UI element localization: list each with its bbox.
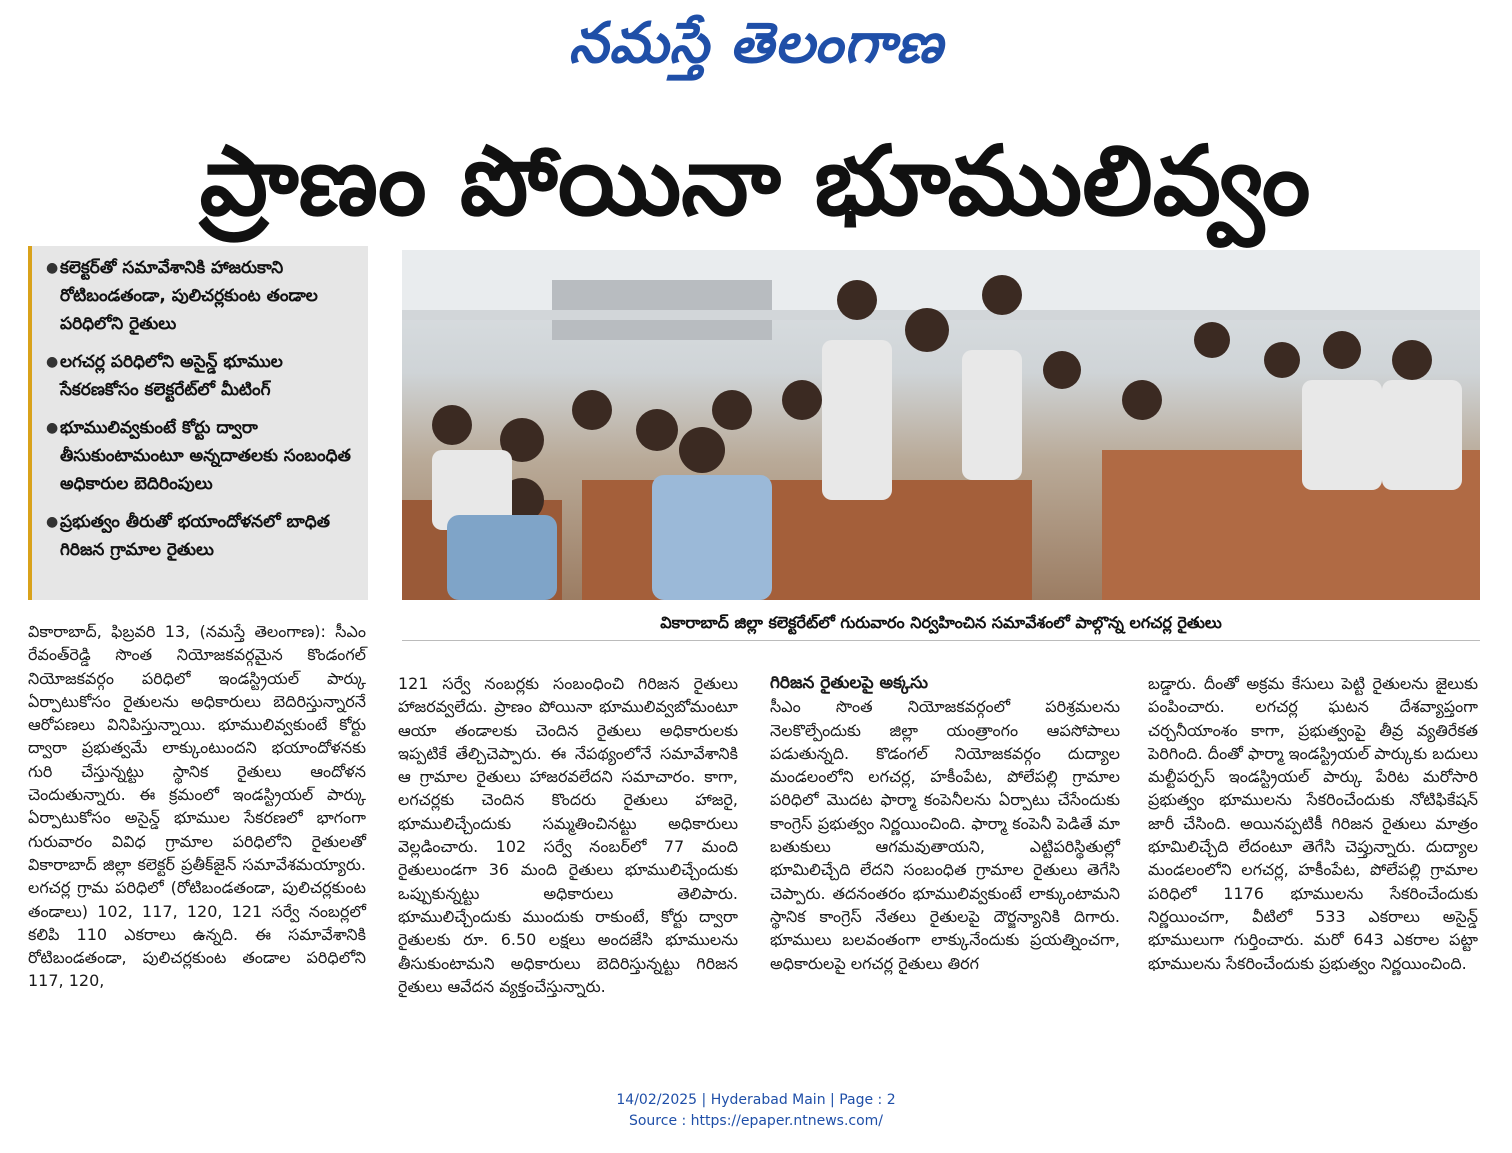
article-column-4 bbox=[1148, 672, 1478, 975]
highlight-text: కలెక్టర్‌తో సమావేశానికి హాజరుకాని రోటిబండతండా, పులిచర్లకుంట తండాల పరిధిలోని రైతులు bbox=[60, 258, 318, 334]
page-footer bbox=[0, 1090, 1512, 1132]
highlight-item bbox=[46, 254, 358, 338]
bullet-icon: ● bbox=[46, 260, 59, 276]
article-text: బడ్డారు. దీంతో అక్రమ కేసులు పెట్టి రైతులను జైలుకు పంపించారు. లగచర్ల ఘటన దేశవ్యాప్తంగా చర్చనీయాంశం కాగా, ప్రభుత్వంపై తీవ్ర వ్యతిరేకత పెరిగింది. దీంతో ఫార్మా ఇండస్ట్రియల్ పార్కుకు బదులు మల్టీపర్పస్ ఇండస్ట్రియల్ పార్కు పేరిట మరోసారి ప్రభుత్వం భూములను సేకరించేందుకు నోటిఫికేషన్ జారీ చేసింది. అయినప్పటికీ గిరిజన రైతులు మాత్రం భూమిలిచ్చేది లేదంటూ తెగేసి చెప్తున్నారు. దుద్యాల మండలంలోని లగచర్ల, హకీంపేట, పోలేపల్లి గ్రామాల పరిధిలో 1176 భూములను సేకరించేందుకు నిర్ణయించగా, వీటిలో 533 ఎకరాలు అసైన్డ్ భూములుగా గుర్తించారు. మరో 643 ఎకరాల పట్టా భూములను సేకరించేందుకు ప్రభుత్వం నిర్ణయించింది. bbox=[1148, 674, 1478, 973]
bullet-icon: ● bbox=[46, 514, 59, 530]
edition-info: 14/02/2025 | Hyderabad Main | Page : 2 bbox=[616, 1092, 896, 1108]
source-link[interactable]: Source : https://epaper.ntnews.com/ bbox=[628, 1113, 884, 1129]
newspaper-masthead: నమస్తే తెలంగాణ bbox=[568, 11, 944, 76]
meeting-photo-illustration bbox=[402, 250, 1480, 600]
bullet-icon: ● bbox=[46, 420, 59, 436]
subheading: గిరిజన రైతులపై అక్కసు bbox=[770, 673, 929, 693]
article-column-3 bbox=[770, 672, 1120, 975]
headline: ప్రాణం పోయినా భూములివ్వం bbox=[199, 125, 1311, 237]
article-column-1 bbox=[28, 620, 366, 993]
highlight-text: ప్రభుత్వం తీరుతో భయాందోళనలో బాధిత గిరిజన గ్రామాల రైతులు bbox=[60, 512, 330, 560]
highlight-text: లగచర్ల పరిధిలోని అసైన్డ్ భూముల సేకరణకోసం కలెక్టరేట్‌లో మీటింగ్ bbox=[60, 352, 283, 400]
highlight-item bbox=[46, 348, 358, 404]
highlight-item bbox=[46, 508, 358, 564]
highlights-box bbox=[28, 246, 368, 600]
highlight-text: భూములివ్వకుంటే కోర్టు ద్వారా తీసుకుంటామంటూ అన్నదాతలకు సంబంధిత అధికారుల బెదిరింపులు bbox=[60, 418, 351, 494]
article-text: 121 సర్వే నంబర్లకు సంబంధించి గిరిజన రైతులు హాజరవ్వలేదు. ప్రాణం పోయినా భూములివ్వబోమంటూ ఆయా తండాలకు చెందిన రైతులు అధికారులకు ఇప్పటికే తేల్చిచెప్పారు. ఈ నేపథ్యంలోనే సమావేశానికి ఆ గ్రామాల రైతులు హాజరవలేదని సమాచారం. కాగా, లగచర్లకు చెందిన కొందరు రైతులు హాజరై, భూములిచ్చేందుకు సమ్మతించినట్టు అధికారులు వెల్లడించారు. 102 సర్వే నంబర్‌లో 77 మంది రైతులుండగా 36 మంది రైతులు భూములిచ్చేందుకు ఒప్పుకున్నట్టు అధికారులు తెలిపారు. భూములిచ్చేందుకు ముందుకు రాకుంటే, కోర్టు ద్వారా రైతులకు రూ. 6.50 లక్షలు అందజేసి భూములను తీసుకుంటామని అధికారులు బెదిరిస్తున్నట్టు గిరిజన రైతులు ఆవేదన వ్యక్తంచేస్తున్నారు. bbox=[398, 674, 738, 996]
article-text: వికారాబాద్, ఫిబ్రవరి 13, (నమస్తే తెలంగాణ): సీఎం రేవంత్‌రెడ్డి సొంత నియోజకవర్గమైన కొండంగల్ నియోజకవర్గం పరిధిలో ఇండస్ట్రియల్ పార్కు ఏర్పాటుకోసం రైతులను అధికారులు బెదిరిస్తున్నారనే ఆరోపణలు వినిపిస్తున్నాయి. భూములివ్వకుంటే కోర్టు ద్వారా ప్రభుత్వమే లాక్కుంటుందని భయాందోళనకు గురి చేస్తున్నట్టు స్థానిక రైతులు ఆందోళన చెందుతున్నారు. ఈ క్రమంలో ఇండస్ట్రియల్ పార్కు ఏర్పాటుకోసం అసైన్డ్ భూముల సేకరణలో భాగంగా గురువారం వివిధ గ్రామాల పరిధిలోని రైతులతో వికారాబాద్ జిల్లా కలెక్టర్ ప్రతీక్‌జైన్ సమావేశమయ్యారు. లగచర్ల గ్రామ పరిధిలో (రోటిబండతండా, పులిచర్లకుంట తండాలు) 102, 117, 120, 121 సర్వే నంబర్లలో కలిపి 110 ఎకరాలు ఉన్నది. ఈ సమావేశానికి రోటిబండతండా, పులిచర్లకుంట తండాల పరిధిలోని 117, 120, bbox=[28, 622, 366, 991]
article-column-2 bbox=[398, 672, 738, 998]
meeting-photo bbox=[402, 250, 1480, 600]
highlight-item bbox=[46, 414, 358, 498]
photo-caption: వికారాబాద్ జిల్లా కలెక్టరేట్‌లో గురువారం నిర్వహించిన సమావేశంలో పాల్గొన్న లగచర్ల రైతులు bbox=[402, 606, 1480, 641]
article-text: సీఎం సొంత నియోజకవర్గంలో పరిశ్రమలను నెలకొల్పేందుకు జిల్లా యంత్రాంగం ఆపసోపాలు పడుతున్నది. కొడంగల్ నియోజకవర్గం దుద్యాల మండలంలోని లగచర్ల, హకీంపేట, పోలేపల్లి గ్రామాల పరిధిలో మొదట ఫార్మా కంపెనీలను ఏర్పాటు చేసేందుకు కాంగ్రెస్ ప్రభుత్వం నిర్ణయించింది. ఫార్మా కంపెనీ పెడితే మా బతుకులు ఆగమవుతాయని, ఎట్టిపరిస్థితుల్లో భూమిలిచ్చేది లేదని సంబంధిత గ్రామాల రైతులు తెగేసి చెప్పారు. తదనంతరం భూములివ్వకుంటే లాక్కుంటామని స్థానిక కాంగ్రెస్ నేతలు రైతులపై దౌర్జన్యానికి దిగారు. భూములు బలవంతంగా లాక్కునేందుకు ప్రయత్నించగా, అధికారులపై లగచర్ల రైతులు తిరగ bbox=[770, 697, 1120, 973]
bullet-icon: ● bbox=[46, 354, 59, 370]
